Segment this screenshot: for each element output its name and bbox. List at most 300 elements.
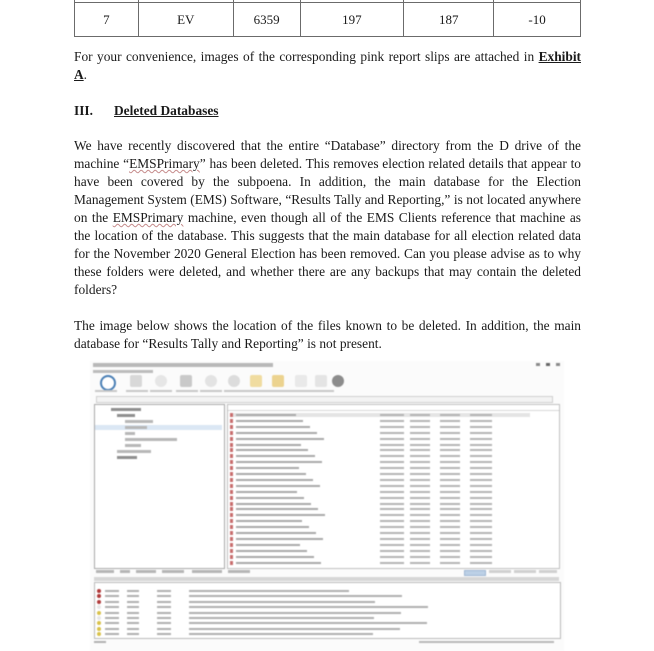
file-row	[230, 448, 530, 452]
tool-icon	[205, 375, 217, 387]
deleted-file-icon	[230, 525, 233, 529]
file-cell	[470, 420, 492, 422]
file-cell	[410, 491, 430, 493]
file-cell	[440, 479, 460, 481]
file-cell	[410, 420, 430, 422]
file-cell	[470, 514, 492, 516]
machine-name: EMSPrimary	[112, 210, 184, 225]
deleted-file-icon	[230, 490, 233, 494]
toolbar-label	[224, 390, 246, 392]
file-name	[236, 438, 324, 440]
file-name	[236, 449, 308, 451]
file-name	[236, 556, 314, 558]
tab	[96, 570, 114, 573]
toolbar-label	[246, 390, 268, 392]
file-row	[230, 478, 530, 482]
file-row	[230, 484, 530, 488]
file-cell	[410, 520, 430, 522]
embedded-file-viewer-screenshot	[90, 361, 564, 651]
file-name	[236, 514, 325, 516]
file-cell	[470, 497, 492, 499]
file-row	[230, 460, 530, 464]
bottom-tabs	[94, 570, 559, 575]
log-cell	[189, 617, 374, 619]
tab	[136, 570, 156, 573]
file-cell	[380, 514, 404, 516]
folder-tree	[94, 404, 225, 569]
log-cell	[189, 628, 400, 630]
file-cell	[440, 449, 460, 451]
file-cell	[470, 544, 492, 546]
file-cell	[470, 491, 492, 493]
log-row	[97, 600, 557, 604]
deleted-file-icon	[230, 543, 233, 547]
file-cell	[410, 449, 430, 451]
results-table	[74, 0, 581, 37]
file-row	[230, 525, 530, 529]
file-cell	[470, 449, 492, 451]
deleted-file-icon	[230, 478, 233, 482]
file-row	[230, 519, 530, 523]
file-row	[230, 531, 530, 535]
log-cell	[157, 595, 171, 597]
log-cell	[105, 590, 119, 592]
document-body	[74, 0, 581, 651]
log-panel	[94, 582, 561, 639]
file-cell	[470, 556, 492, 558]
tool-icon	[295, 375, 307, 387]
file-cell	[410, 514, 430, 516]
file-cell	[440, 467, 460, 469]
file-cell	[410, 432, 430, 434]
file-cell	[410, 467, 430, 469]
log-cell	[127, 622, 139, 624]
file-cell	[470, 444, 492, 446]
close-icon	[556, 363, 560, 366]
log-row	[97, 589, 557, 593]
file-name	[236, 479, 313, 481]
file-cell	[440, 432, 460, 434]
log-cell	[189, 612, 401, 614]
file-cell	[470, 426, 492, 428]
toolbar-label	[176, 390, 198, 392]
file-name	[236, 544, 300, 546]
file-cell	[410, 497, 430, 499]
file-cell	[440, 491, 460, 493]
file-cell	[380, 556, 404, 558]
file-cell	[410, 562, 430, 564]
tab	[192, 570, 222, 573]
deleted-file-icon	[230, 437, 233, 441]
table-cell: 7	[75, 3, 139, 37]
file-cell	[380, 455, 404, 457]
tree-item	[125, 420, 153, 423]
log-cell	[105, 622, 119, 624]
view-button	[489, 570, 511, 573]
log-cell	[127, 633, 139, 635]
file-row	[230, 425, 530, 429]
file-name	[236, 473, 306, 475]
file-cell	[380, 526, 404, 528]
table-cell: EV	[138, 3, 233, 37]
file-cell	[440, 556, 460, 558]
toolbar-label	[312, 390, 334, 392]
tool-icon	[228, 375, 240, 387]
log-cell	[189, 633, 373, 635]
maximize-icon	[546, 363, 550, 366]
log-level-icon	[97, 594, 101, 598]
file-cell	[440, 520, 460, 522]
file-row	[230, 537, 530, 541]
log-row	[97, 594, 557, 598]
log-row	[97, 611, 557, 615]
toolbar-label	[95, 390, 117, 392]
file-cell	[440, 438, 460, 440]
table-cell: -10	[494, 3, 581, 37]
file-cell	[470, 532, 492, 534]
status-text	[419, 641, 554, 643]
deleted-file-icon	[230, 419, 233, 423]
file-cell	[380, 432, 404, 434]
address-bar	[96, 396, 553, 403]
log-level-icon	[97, 600, 101, 604]
file-name	[236, 491, 297, 493]
tree-item	[111, 408, 141, 411]
status-bar	[94, 641, 559, 644]
table-cell: 197	[300, 3, 404, 37]
file-name	[236, 526, 309, 528]
log-level-icon	[97, 611, 101, 615]
tab	[228, 570, 250, 573]
file-cell	[470, 455, 492, 457]
file-list-header	[228, 405, 559, 411]
file-cell	[380, 467, 404, 469]
window-title	[93, 363, 273, 367]
file-cell	[440, 420, 460, 422]
file-row	[230, 466, 530, 470]
file-name	[236, 520, 302, 522]
log-row	[97, 616, 557, 620]
file-cell	[380, 414, 404, 416]
toolbar-label	[290, 390, 312, 392]
document-icon	[130, 375, 142, 387]
deleted-file-icon	[230, 413, 233, 417]
log-level-icon	[97, 616, 101, 620]
file-cell	[470, 479, 492, 481]
machine-name: EMSPrimary	[129, 156, 200, 171]
log-cell	[105, 628, 119, 630]
file-cell	[470, 467, 492, 469]
exhibit-note	[74, 48, 581, 84]
file-name	[236, 444, 301, 446]
file-cell	[440, 526, 460, 528]
deleted-file-icon	[230, 425, 233, 429]
file-name	[236, 467, 299, 469]
log-cell	[127, 590, 139, 592]
file-cell	[380, 562, 404, 564]
log-cell	[127, 601, 139, 603]
file-cell	[410, 508, 430, 510]
file-cell	[440, 473, 460, 475]
log-cell	[189, 595, 402, 597]
file-cell	[440, 550, 460, 552]
file-row	[230, 472, 530, 476]
folder-icon	[250, 375, 262, 387]
file-row	[230, 431, 530, 435]
file-cell	[380, 479, 404, 481]
log-cell	[157, 601, 171, 603]
deleted-file-icon	[230, 531, 233, 535]
file-cell	[380, 461, 404, 463]
tree-item	[125, 426, 147, 429]
file-row	[230, 502, 530, 506]
toolbar-label	[150, 390, 172, 392]
log-cell	[127, 612, 139, 614]
file-cell	[380, 444, 404, 446]
file-cell	[440, 544, 460, 546]
log-cell	[127, 617, 139, 619]
file-name	[236, 420, 303, 422]
file-row	[230, 437, 530, 441]
exhibit-a-link[interactable]: Exhibit A	[74, 49, 581, 82]
file-cell	[410, 444, 430, 446]
log-level-icon	[97, 605, 101, 609]
log-cell	[157, 628, 171, 630]
table-row	[75, 3, 581, 37]
file-row	[230, 513, 530, 517]
paragraph-deleted-database	[74, 137, 581, 299]
file-cell	[440, 562, 460, 564]
deleted-file-icon	[230, 555, 233, 559]
paragraph-image-intro: The image below shows the location of the files known to be deleted. In addition, the main database for “Results Tally and Reporting” is not present.	[74, 318, 581, 351]
file-row	[230, 413, 530, 417]
file-cell	[410, 556, 430, 558]
file-cell	[470, 414, 492, 416]
file-cell	[470, 538, 492, 540]
file-cell	[410, 473, 430, 475]
file-name	[236, 485, 320, 487]
exhibit-note-end: .	[83, 67, 88, 82]
file-cell	[470, 485, 492, 487]
section-title: Deleted Databases	[114, 103, 219, 118]
file-name	[236, 432, 317, 434]
file-row	[230, 555, 530, 559]
tab	[120, 570, 130, 573]
table-cell: 6359	[233, 3, 300, 37]
deleted-file-icon	[230, 496, 233, 500]
file-cell	[380, 508, 404, 510]
file-cell	[440, 538, 460, 540]
file-row	[230, 496, 530, 500]
toolbar-label	[200, 390, 222, 392]
file-cell	[440, 414, 460, 416]
view-button	[464, 570, 486, 576]
log-cell	[127, 606, 139, 608]
deleted-file-icon	[230, 561, 233, 565]
file-cell	[380, 420, 404, 422]
file-name	[236, 414, 296, 416]
file-cell	[410, 550, 430, 552]
tree-item	[117, 414, 135, 417]
deleted-file-icon	[230, 519, 233, 523]
log-cell	[105, 601, 119, 603]
file-cell	[410, 485, 430, 487]
file-row	[230, 419, 530, 423]
log-cell	[127, 628, 139, 630]
log-cell	[105, 633, 119, 635]
deleted-file-icon	[230, 549, 233, 553]
log-cell	[127, 595, 139, 597]
log-level-icon	[97, 621, 101, 625]
log-cell	[157, 590, 171, 592]
file-cell	[410, 503, 430, 505]
deleted-file-icon	[230, 502, 233, 506]
log-row	[97, 632, 557, 636]
list-icon	[315, 375, 327, 387]
menu-bar	[93, 370, 153, 373]
log-level-icon	[97, 589, 101, 593]
log-cell	[105, 612, 119, 614]
log-level-icon	[97, 632, 101, 636]
exhibit-note-text: For your convenience, images of the corresponding pink report slips are attached in	[74, 49, 539, 64]
log-row	[97, 627, 557, 631]
paragraph-text: machine, even though all of the EMS Clients reference that machine as the location of the database. This suggests that the main database for all election related data for the November 2020 General Election has been removed. Can you please advise as to why these folders were deleted, and whether there are any backups that may contain the deleted folders?	[74, 210, 581, 297]
file-cell	[380, 485, 404, 487]
log-cell	[189, 601, 375, 603]
file-cell	[380, 520, 404, 522]
log-cell	[189, 590, 349, 592]
section-number: III.	[74, 103, 93, 118]
file-cell	[440, 497, 460, 499]
toolbar-label	[268, 390, 290, 392]
file-cell	[410, 526, 430, 528]
log-row	[97, 605, 557, 609]
log-cell	[105, 606, 119, 608]
deleted-file-icon	[230, 460, 233, 464]
file-cell	[440, 532, 460, 534]
file-cell	[410, 479, 430, 481]
file-row	[230, 454, 530, 458]
tree-item-selected	[95, 425, 222, 430]
deleted-file-icon	[230, 513, 233, 517]
file-cell	[470, 432, 492, 434]
deleted-file-icon	[230, 472, 233, 476]
tree-item	[125, 432, 135, 435]
view-button	[514, 570, 536, 573]
file-row	[230, 443, 530, 447]
tree-item	[117, 456, 137, 459]
file-name	[236, 508, 318, 510]
file-cell	[380, 491, 404, 493]
file-cell	[380, 449, 404, 451]
tab	[162, 570, 184, 573]
file-row	[230, 490, 530, 494]
file-cell	[410, 438, 430, 440]
file-row	[230, 507, 530, 511]
tree-item	[125, 444, 141, 447]
file-cell	[380, 532, 404, 534]
file-list	[227, 404, 560, 569]
file-name	[236, 497, 304, 499]
file-cell	[410, 455, 430, 457]
file-row	[230, 549, 530, 553]
file-cell	[410, 532, 430, 534]
file-cell	[470, 508, 492, 510]
minimize-icon	[536, 363, 540, 366]
file-cell	[380, 497, 404, 499]
log-cell	[157, 617, 171, 619]
paragraph-text: ” has been deleted. This removes election related details that appear to have been covered by the subpoena. In addition, the main database for the Election Management System (EMS) Software, “Results Tally and Reporting,” is not located anywhere on the	[74, 156, 581, 225]
file-cell	[380, 426, 404, 428]
file-cell	[380, 544, 404, 546]
deleted-file-icon	[230, 484, 233, 488]
log-cell	[157, 612, 171, 614]
file-cell	[440, 485, 460, 487]
file-cell	[440, 444, 460, 446]
file-cell	[470, 562, 492, 564]
file-cell	[410, 538, 430, 540]
file-cell	[470, 438, 492, 440]
view-button	[539, 570, 557, 573]
log-level-icon	[97, 627, 101, 631]
tree-item	[117, 450, 151, 453]
file-cell	[380, 550, 404, 552]
file-cell	[380, 538, 404, 540]
tool-icon	[155, 375, 167, 387]
deleted-file-icon	[230, 537, 233, 541]
paragraph-text: We have recently discovered that the entire “Database” directory from the D drive of the machine “	[74, 138, 581, 171]
log-cell	[157, 622, 171, 624]
deleted-file-icon	[230, 448, 233, 452]
file-cell	[440, 461, 460, 463]
log-cell	[157, 606, 171, 608]
file-cell	[470, 473, 492, 475]
file-name	[236, 532, 316, 534]
tool-icon	[180, 375, 192, 387]
log-row	[97, 621, 557, 625]
file-cell	[410, 414, 430, 416]
status-text	[94, 641, 106, 643]
deleted-file-icon	[230, 454, 233, 458]
file-name	[236, 538, 323, 540]
section-heading	[74, 102, 581, 120]
deleted-file-icon	[230, 431, 233, 435]
table-cell: 187	[404, 3, 494, 37]
file-row	[230, 561, 530, 565]
help-icon	[332, 375, 344, 387]
folder-icon	[272, 375, 284, 387]
tree-item	[125, 438, 177, 441]
file-cell	[470, 461, 492, 463]
log-cell	[105, 595, 119, 597]
log-cell	[189, 622, 427, 624]
file-name	[236, 562, 321, 564]
file-name	[236, 550, 307, 552]
file-cell	[380, 473, 404, 475]
file-cell	[440, 426, 460, 428]
file-cell	[470, 526, 492, 528]
deleted-file-icon	[230, 443, 233, 447]
log-cell	[157, 633, 171, 635]
file-cell	[380, 438, 404, 440]
file-cell	[440, 455, 460, 457]
deleted-file-icon	[230, 466, 233, 470]
file-cell	[410, 461, 430, 463]
file-cell	[470, 503, 492, 505]
file-name	[236, 461, 322, 463]
log-cell	[189, 606, 428, 608]
deleted-file-icon	[230, 507, 233, 511]
